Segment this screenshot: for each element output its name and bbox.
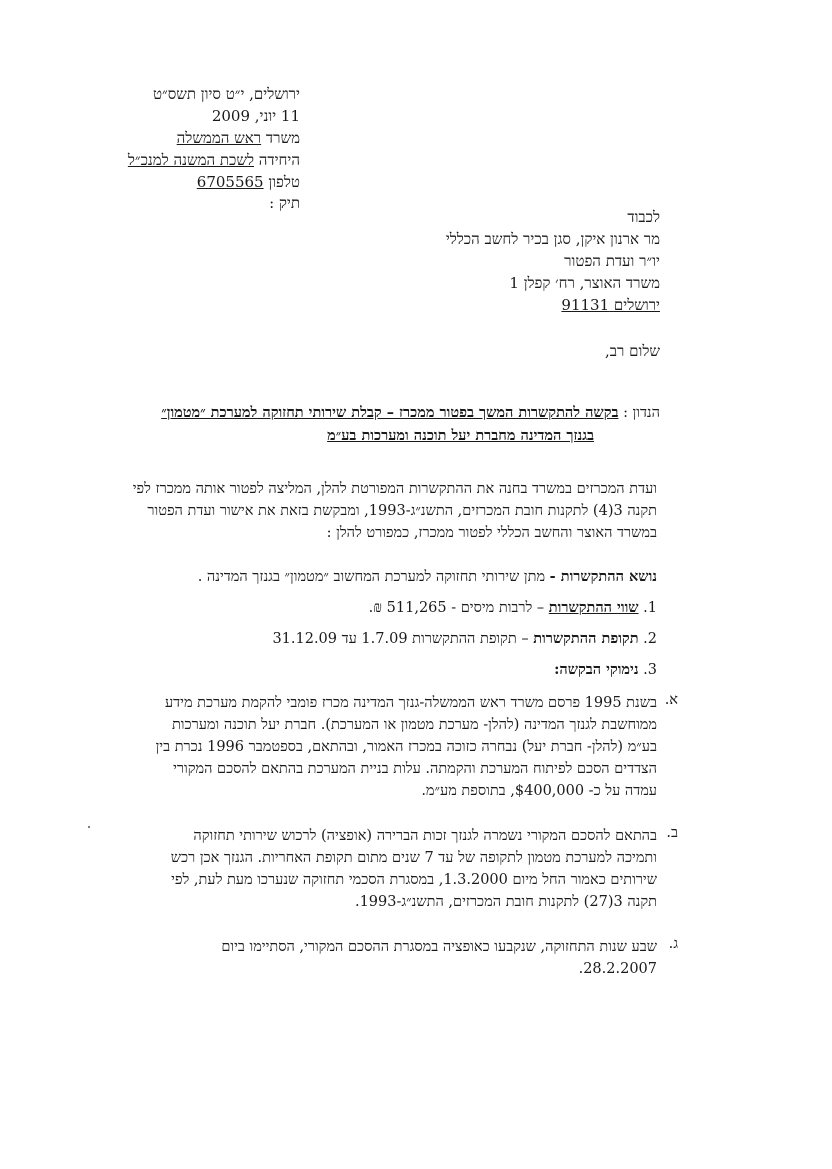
- topic-label: נושא ההתקשרות -: [549, 568, 657, 585]
- phone-label: טלפון: [268, 173, 300, 191]
- reason-line: שבע שנות התחזוקה, שנקבעו כאופציה במסגרת ההסכם המקורי, הסתיימו ביום: [221, 939, 657, 955]
- recipient-role: יו״ר ועדת הפטור: [564, 252, 660, 270]
- item-label: שווי ההתקשרות: [548, 599, 639, 616]
- subject-label: הנדון :: [623, 405, 660, 421]
- reason-marker: ב.: [666, 825, 678, 841]
- item-value: [369, 597, 657, 619]
- intro-paragraph: [131, 478, 657, 544]
- recipient-city: [561, 294, 660, 316]
- item-number: 1.: [643, 600, 657, 616]
- reason-line: תקנה 3(27) לתקנות חובת המכרזים, התשנ״ג-1993.: [354, 894, 657, 910]
- unit-line: [128, 149, 300, 171]
- zip-code: 91131: [561, 296, 610, 314]
- reason-a-paragraph: [134, 692, 657, 802]
- intro-line: ועדת המכרזים במשרד בחנה את ההתקשרות המפורטת להלן, המליצה לפטור אותה ממכרז לפי: [132, 481, 657, 497]
- reason-line: 28.2.2007.: [578, 961, 657, 977]
- reason-line: שירותים כאמור החל מיום 1.3.2000, במסגרת הסכמי תחזוקה שנערכו מעת לעת, לפי: [171, 872, 657, 888]
- item-number: 2.: [643, 631, 657, 647]
- reason-line: ממוחשבת לגנזך המדינה (להלן- מערכת מטמון או המערכת). חברת יעל תוכנה ומערכות: [171, 717, 657, 733]
- office-label: משרד: [265, 129, 300, 147]
- phone-line: [197, 171, 300, 193]
- salutation-to: לכבוד: [627, 208, 660, 226]
- item-label: תקופת ההתקשרות: [533, 630, 639, 647]
- reason-marker: ג.: [668, 936, 678, 952]
- topic-text: מתן שירותי תחזוקה למערכת המחשוב ״מטמון״ בגנזך המדינה .: [197, 569, 546, 585]
- unit-value: לשכת המשנה למנכ״ל: [127, 151, 254, 169]
- date-hebrew: ירושלים, י״ט סיון תשס״ט: [152, 85, 300, 103]
- intro-line: במשרד האוצר והחשב הכללי לפטור ממכרז, כמפורט להלן :: [326, 525, 657, 541]
- item-reasons: [554, 659, 657, 681]
- recipient-name: מר ארנון איקן, סגן בכיר לחשב הכללי: [445, 230, 660, 248]
- reason-line: בשנת 1995 פרסם משרד ראש הממשלה-גנזך המדינה מכרז פומבי להקמת מערכת מידע: [164, 695, 657, 711]
- city-label: ירושלים: [613, 296, 660, 314]
- reason-c-paragraph: [134, 936, 657, 980]
- item-text: – לרבות מיסים - 511,265 ₪.: [368, 600, 545, 616]
- office-line: [177, 127, 300, 149]
- item-number: 3.: [643, 662, 657, 678]
- intro-line: תקנה 3(4) לתקנות חובת המכרזים, התשנ״ג-1993, ומבקשת בזאת את אישור ועדת הפטור: [147, 503, 657, 519]
- reason-b-paragraph: [134, 825, 657, 913]
- item-period: [272, 628, 657, 650]
- topic-line: [198, 566, 657, 588]
- reason-line: הצדדים הסכם לפיתוח המערכת והקמתה. עלות בניית המערכת בהתאם להסכם המקורי: [173, 761, 657, 777]
- recipient-address: משרד האוצר, רח׳ קפלן 1: [509, 274, 660, 292]
- greeting: שלום רב,: [605, 342, 660, 360]
- reason-line: בע״מ (להלן- חברת יעל) נבחרה כזוכה במכרז האמור, ובהתאם, בספטמבר 1996 נכרת בין: [155, 739, 657, 755]
- unit-label: היחידה: [258, 151, 300, 169]
- office-value: ראש הממשלה: [176, 129, 262, 147]
- reason-line: ותמיכה למערכת מטמון לתקופה של עד 7 שנים מתום תקופת האחריות. הגנזך אכן רכש: [170, 850, 657, 866]
- reason-line: עמדה על כ- $400,000, בתוספת מע״מ.: [421, 783, 657, 799]
- phone-value: 6705565: [196, 173, 264, 191]
- item-label: נימוקי הבקשה:: [554, 661, 639, 678]
- item-text: – תקופת ההתקשרות 1.7.09 עד 31.12.09: [272, 631, 529, 647]
- reason-line: בהתאם להסכם המקורי נשמרה לגנזך זכות הברירה (אופציה) לרכוש שירותי תחזוקה: [193, 828, 657, 844]
- subject-line-1: [161, 402, 660, 424]
- subject-text-1: בקשה להתקשרות המשך בפטור ממכרז – קבלת שירותי תחזוקה למערכת ״מטמון״: [161, 404, 619, 421]
- scan-speck: [88, 826, 90, 828]
- file-label: תיק :: [269, 194, 300, 212]
- date-gregorian: 11 יוני, 2009: [211, 107, 300, 125]
- subject-text-2: בגנזך המדינה מחברת יעל תוכנה ומערכות בע״מ: [327, 427, 594, 444]
- reason-marker: א.: [664, 692, 678, 708]
